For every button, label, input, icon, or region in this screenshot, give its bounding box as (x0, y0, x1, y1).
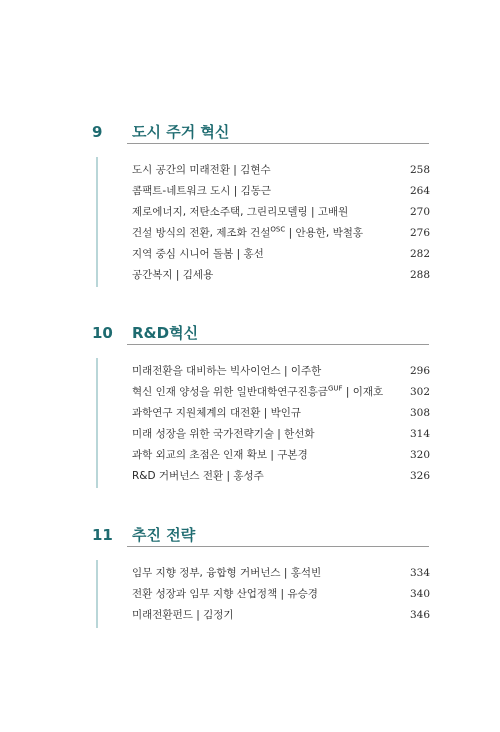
section-heading (0, 121, 500, 143)
entry-page: 302 (409, 386, 430, 398)
entry-page: 320 (409, 449, 430, 461)
entry-title-author: | 이재호 (342, 386, 384, 398)
toc-entry[interactable] (132, 383, 430, 401)
section-side-bar (96, 560, 98, 628)
toc-entry[interactable] (132, 606, 430, 624)
entry-title: 미래 성장을 위한 국가전략기술 | 한선화 (132, 428, 315, 440)
toc-entry[interactable] (132, 245, 430, 263)
toc-entry[interactable] (132, 224, 430, 242)
entry-title: R&D 거버넌스 전환 | 홍성주 (132, 470, 264, 482)
entry-page: 326 (409, 470, 430, 482)
section-title: R&D혁신 (132, 324, 199, 342)
entry-title: 미래전환을 대비하는 빅사이언스 | 이주한 (132, 365, 322, 377)
toc-entry[interactable] (132, 266, 430, 284)
entry-title-main: 건설 방식의 전환, 제조화 건설 (132, 227, 271, 239)
entry-title-author: | 안용한, 박철홍 (285, 227, 363, 239)
section-side-bar (96, 358, 98, 488)
section-divider (127, 344, 429, 345)
entry-title: 미래전환펀드 | 김정기 (132, 609, 234, 621)
entry-title-superscript: OSC (270, 225, 286, 234)
section-side-bar (96, 157, 98, 287)
toc-entry[interactable] (132, 425, 430, 443)
entry-title-main: 혁신 인재 양성을 위한 일반대학연구진흥금 (132, 386, 328, 398)
entry-title (132, 224, 363, 242)
section-heading (0, 524, 500, 546)
toc-entry[interactable] (132, 564, 430, 582)
entry-page: 340 (409, 588, 430, 600)
entry-page: 296 (409, 365, 430, 377)
entry-title-superscript: GUF (327, 384, 343, 393)
section-number: 10 (92, 324, 113, 342)
section-number: 11 (92, 526, 113, 544)
entry-title: 제로에너지, 저탄소주택, 그린리모델링 | 고배원 (132, 206, 349, 218)
entry-title (132, 383, 383, 401)
section-number: 9 (92, 123, 103, 141)
entry-page: 258 (409, 164, 430, 176)
section-divider (127, 546, 429, 547)
entry-page: 264 (409, 185, 430, 197)
entry-title: 도시 공간의 미래전환 | 김현수 (132, 164, 271, 176)
entry-title: 콤팩트-네트워크 도시 | 김동근 (132, 185, 272, 197)
section-divider (127, 143, 429, 144)
entry-title: 과학 외교의 초점은 인재 확보 | 구본경 (132, 449, 308, 461)
entry-page: 334 (409, 567, 430, 579)
toc-entry[interactable] (132, 446, 430, 464)
toc-entry[interactable] (132, 585, 430, 603)
entry-title: 지역 중심 시니어 돌봄 | 홍선 (132, 248, 264, 260)
toc-entry[interactable] (132, 182, 430, 200)
toc-entry[interactable] (132, 161, 430, 179)
toc-entry[interactable] (132, 404, 430, 422)
entry-page: 276 (409, 227, 430, 239)
entry-page: 346 (409, 609, 430, 621)
entry-page: 288 (409, 269, 430, 281)
toc-entry[interactable] (132, 362, 430, 380)
entry-title: 임무 지향 정부, 융합형 거버넌스 | 홍석빈 (132, 567, 322, 579)
toc-entry[interactable] (132, 203, 430, 221)
section-title: 도시 주거 혁신 (132, 123, 230, 141)
entry-title: 과학연구 지원체계의 대전환 | 박인규 (132, 407, 302, 419)
entry-page: 270 (409, 206, 430, 218)
entry-title: 전환 성장과 임무 지향 산업정책 | 유승경 (132, 588, 318, 600)
entry-page: 308 (409, 407, 430, 419)
entry-page: 314 (409, 428, 430, 440)
entry-title: 공간복지 | 김세용 (132, 269, 214, 281)
toc-entry[interactable] (132, 467, 430, 485)
section-title: 추진 전략 (132, 526, 196, 544)
entry-page: 282 (409, 248, 430, 260)
section-heading (0, 322, 500, 344)
